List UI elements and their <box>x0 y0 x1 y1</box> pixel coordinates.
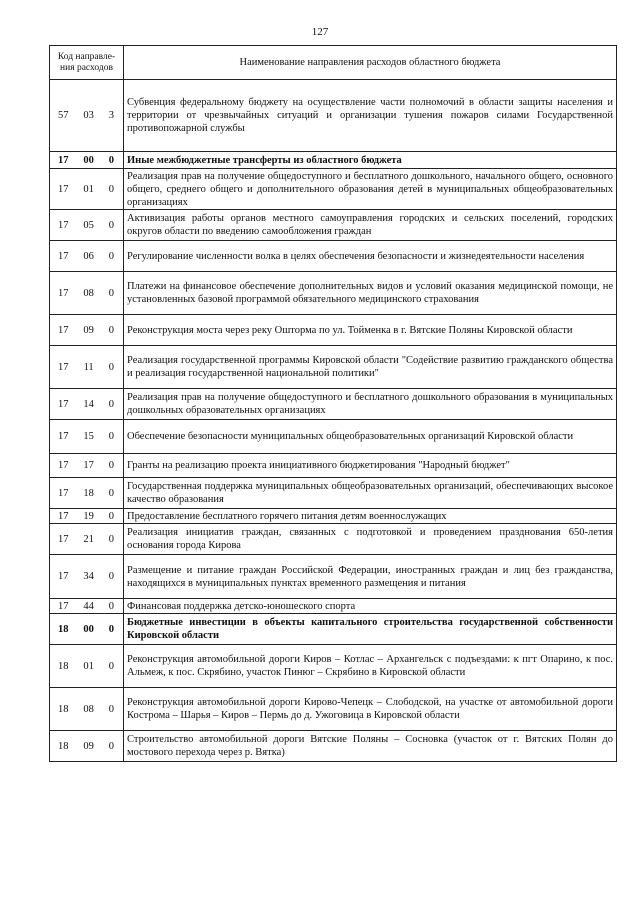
expense-code <box>50 599 124 614</box>
expense-description: Размещение и питание граждан Российской Федерации, иностранных граждан и лиц без гражданства, находящихся в муниципальных пунктах временного размещения и питания <box>124 555 617 599</box>
expense-code <box>50 272 124 315</box>
code-part-c3: 0 <box>108 183 114 195</box>
table-row <box>50 478 617 509</box>
code-part-c2: 08 <box>83 287 94 299</box>
code-part-c1: 17 <box>58 460 69 471</box>
code-part-c3: 0 <box>108 600 114 612</box>
code-part-c1: 17 <box>58 219 69 231</box>
code-part-c1: 17 <box>58 183 69 195</box>
code-part-c3: 0 <box>108 431 114 442</box>
code-part-c1: 17 <box>58 324 69 336</box>
code-part-c3: 3 <box>108 110 114 121</box>
table-row <box>50 389 617 420</box>
code-part-c2: 15 <box>83 431 94 442</box>
table-row <box>50 454 617 478</box>
table-row <box>50 599 617 614</box>
code-part-c2: 11 <box>83 361 94 373</box>
page-number: 127 <box>311 26 329 38</box>
expense-description: Строительство автомобильной дороги Вятские Поляны – Сосновка (участок от г. Вятских Полян до мостового перехода через р. Вятка) <box>124 731 617 762</box>
expense-description: Реконструкция автомобильной дороги Киров – Котлас – Архангельск с подъездами: к пгт Опарино, к пос. Альмеж, к пос. Скрябино, участок Пинюг – Скрябино в Кировской области <box>124 645 617 688</box>
expense-code <box>50 688 124 731</box>
table-row <box>50 614 617 645</box>
code-part-c3: 0 <box>108 250 114 262</box>
code-part-c1: 18 <box>58 623 69 635</box>
code-part-c2: 44 <box>83 600 94 612</box>
expense-description: Обеспечение безопасности муниципальных общеобразовательных организаций Кировской области <box>124 420 617 454</box>
code-part-c2: 09 <box>83 324 94 336</box>
expense-code <box>50 454 124 478</box>
expense-code <box>50 315 124 346</box>
code-part-c2: 08 <box>83 703 94 715</box>
expense-description: Регулирование численности волка в целях обеспечения безопасности и жизнедеятельности населения <box>124 241 617 272</box>
expense-code <box>50 420 124 454</box>
code-part-c3: 0 <box>108 361 114 373</box>
code-part-c1: 17 <box>58 398 69 410</box>
code-part-c3: 0 <box>108 324 114 336</box>
code-part-c1: 17 <box>58 361 69 373</box>
code-part-c3: 0 <box>108 533 114 545</box>
expense-description: Реализация инициатив граждан, связанных с подготовкой и проведением празднования 650-летия основания города Кирова <box>124 524 617 555</box>
code-part-c1: 17 <box>58 571 69 582</box>
code-part-c2: 14 <box>83 398 94 410</box>
expense-code <box>50 241 124 272</box>
table-row <box>50 731 617 762</box>
expense-code <box>50 509 124 524</box>
code-part-c3: 0 <box>108 623 114 635</box>
expense-description: Реконструкция автомобильной дороги Кирово-Чепецк – Слободской, на участке от автомобильной дороги Кострома – Шарья – Киров – Пермь до д. Ужоговица в Кировской области <box>124 688 617 731</box>
code-part-c2: 17 <box>83 460 94 471</box>
code-part-c1: 17 <box>58 154 69 166</box>
code-part-c3: 0 <box>108 154 114 166</box>
code-part-c1: 18 <box>58 740 69 752</box>
table-row <box>50 241 617 272</box>
expense-description: Активизация работы органов местного самоуправления городских и сельских поселений, городских округов области по введению самообложения граждан <box>124 210 617 241</box>
table-row <box>50 524 617 555</box>
code-part-c2: 01 <box>83 660 94 672</box>
expense-description: Платежи на финансовое обеспечение дополнительных видов и условий оказания медицинской помощи, не установленных базовой программой обязательного медицинского страхования <box>124 272 617 315</box>
code-part-c3: 0 <box>108 510 114 522</box>
code-part-c1: 17 <box>58 431 69 442</box>
table-header-row <box>50 46 617 80</box>
code-part-c1: 18 <box>58 703 69 715</box>
code-part-c2: 03 <box>83 110 94 121</box>
code-part-c2: 06 <box>83 250 94 262</box>
expense-description: Субвенция федеральному бюджету на осуществление части полномочий в области защиты населения и территории от чрезвычайных ситуаций и организации тушения пожаров силами Государственной противопожарной службы <box>124 80 617 152</box>
expense-code <box>50 555 124 599</box>
table-row <box>50 272 617 315</box>
expense-code <box>50 210 124 241</box>
table-row <box>50 152 617 169</box>
expense-description: Государственная поддержка муниципальных общеобразовательных организаций, обеспечивающих высокое качество образования <box>124 478 617 509</box>
code-part-c3: 0 <box>108 571 114 582</box>
expense-description: Иные межбюджетные трансферты из областного бюджета <box>124 152 617 169</box>
code-part-c3: 0 <box>108 398 114 410</box>
code-part-c1: 17 <box>58 533 69 545</box>
expense-code <box>50 614 124 645</box>
expense-description: Гранты на реализацию проекта инициативного бюджетирования "Народный бюджет" <box>124 454 617 478</box>
code-part-c2: 01 <box>83 183 94 195</box>
expense-code <box>50 731 124 762</box>
expense-code <box>50 169 124 210</box>
expense-code <box>50 524 124 555</box>
table-row <box>50 80 617 152</box>
header-code: Код направле-ния расходов <box>50 46 124 80</box>
table-row <box>50 169 617 210</box>
code-part-c2: 05 <box>83 219 94 231</box>
table-row <box>50 555 617 599</box>
table-body <box>50 80 617 762</box>
table-row <box>50 645 617 688</box>
code-part-c3: 0 <box>108 460 114 471</box>
code-part-c2: 09 <box>83 740 94 752</box>
expense-description: Реализация государственной программы Кировской области "Содействие развитию гражданского общества и реализация государственной национальной политики" <box>124 346 617 389</box>
code-part-c1: 57 <box>58 110 69 121</box>
table-row <box>50 420 617 454</box>
table-row <box>50 315 617 346</box>
table-row <box>50 509 617 524</box>
expense-code <box>50 389 124 420</box>
expense-code <box>50 645 124 688</box>
code-part-c1: 17 <box>58 487 69 499</box>
expense-code <box>50 478 124 509</box>
code-part-c1: 17 <box>58 250 69 262</box>
code-part-c3: 0 <box>108 487 114 499</box>
table-row <box>50 346 617 389</box>
code-part-c1: 17 <box>58 600 69 612</box>
code-part-c2: 00 <box>83 154 94 166</box>
code-part-c1: 18 <box>58 660 69 672</box>
expense-code <box>50 346 124 389</box>
expense-description: Предоставление бесплатного горячего питания детям военнослужащих <box>124 509 617 524</box>
expense-code <box>50 80 124 152</box>
expense-description: Бюджетные инвестиции в объекты капитального строительства государственной собственности Кировской области <box>124 614 617 645</box>
table-row <box>50 210 617 241</box>
expense-description: Финансовая поддержка детско-юношеского спорта <box>124 599 617 614</box>
code-part-c3: 0 <box>108 219 114 231</box>
code-part-c2: 21 <box>83 533 94 545</box>
code-part-c3: 0 <box>108 703 114 715</box>
expense-description: Реализация прав на получение общедоступного и бесплатного дошкольного образования в муниципальных дошкольных образовательных организациях <box>124 389 617 420</box>
header-name: Наименование направления расходов областного бюджета <box>124 46 617 80</box>
code-part-c2: 18 <box>83 487 94 499</box>
code-part-c2: 34 <box>83 571 94 582</box>
code-part-c1: 17 <box>58 510 69 522</box>
expense-description: Реконструкция моста через реку Ошторма по ул. Тойменка в г. Вятские Поляны Кировской области <box>124 315 617 346</box>
expense-description: Реализация прав на получение общедоступного и бесплатного дошкольного, начального общего, основного общего, среднего общего и дополнительного образования детей в муниципальных общеобразовательных организациях <box>124 169 617 210</box>
code-part-c1: 17 <box>58 287 69 299</box>
code-part-c2: 00 <box>83 623 94 635</box>
code-part-c3: 0 <box>108 287 114 299</box>
code-part-c3: 0 <box>108 740 114 752</box>
code-part-c2: 19 <box>83 510 94 522</box>
code-part-c3: 0 <box>108 660 114 672</box>
expense-code <box>50 152 124 169</box>
table-row <box>50 688 617 731</box>
budget-table <box>49 45 617 762</box>
